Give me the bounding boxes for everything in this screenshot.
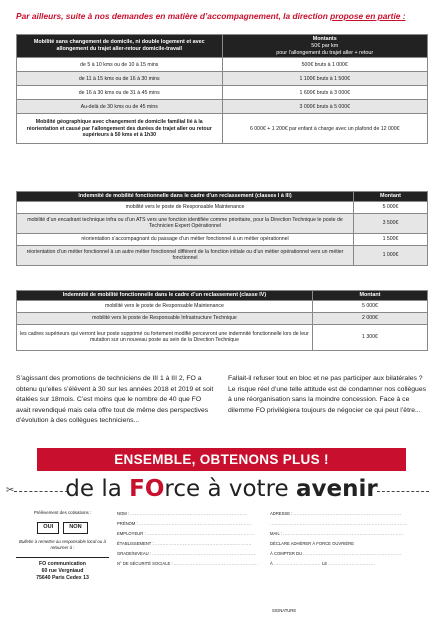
table-row: de 16 à 30 kms ou de 31 à 45 mins 1 600€ bruts à 3 000€ [17,86,428,100]
fo-tagline: de la FOrce à votre avenir [65,476,378,502]
employeur-field[interactable]: EMPLOYEUR : ..................................................................... [117,531,255,536]
table-row: Mobilité géographique avec changement de domicile familial lié à la réorientation et causé par l’allongement des durées de trajet aller ou retour supérieurs à 50 kms et à 1h30 6 000€ + 1 200€ par enfant à charge avec un plafond de 12 000€ [17,114,428,144]
coupon-left-panel [16,510,109,582]
table-row: de 11 à 15 kms ou de 16 à 30 mins 1 100€ bruts à 1 500€ [17,72,428,86]
table-row: de 5 à 10 kms ou de 10 à 15 mins 500€ bruts à 1 000€ [17,58,428,72]
table2-header-right: Montant [354,192,428,202]
intro-heading: Par ailleurs, suite à nos demandes en matière d’accompagnement, la direction propose en partie : [16,11,406,21]
scissors-icon: ✂ [6,485,15,496]
body-text-left: S’agissant des promotions de techniciens de III 1 à III 2, FO a obtenu qu’elles s’élèvent à 30 sur les années 2018 et 2019 et soit étalées sur 18mois. C’est moins que le nombre de 40 que FO avait revendiqué mais cela offre tout de même des perspectives d’évolution à des collègues techniciens... [16,375,214,425]
table-row: réorientation d’un métier fonctionnel à un autre métier fonctionnel différent de la fonction initiale ou d’un métier opérationnel vers un métier fonctionnel 1 000€ [17,245,428,265]
signature-label: SIGNATURE [272,608,297,613]
table3-header-left: Indemnité de mobilité fonctionnelle dans le cadre d’un reclassement (classe IV) [17,291,313,301]
declare-statement: DÉCLARE ADHÉRER À FORCE OUVRIÈRE [270,541,354,546]
mail-field[interactable]: MAIL : ............................................................................. [270,531,404,536]
table-row: Au-delà de 30 kms ou de 45 mins 3 000€ bruts à 5 000€ [17,100,428,114]
table-row: mobilité vers le poste de Responsable Maintenance 5 000€ [17,300,428,312]
payment-label: Prélèvement des cotisations : [33,510,92,515]
adresse-line-2[interactable]: ........................................................................................ [270,521,408,526]
nom-field[interactable]: NOM : ........................................................................... [117,511,248,516]
place-date-field[interactable]: À .............................. LE .............................. [270,561,376,566]
table-row: mobilité vers le poste de Responsable Infrastructure Technique 2 000€ [17,312,428,324]
yes-checkbox[interactable]: OUI [37,522,59,535]
table-row: réorientation s’accompagnant du passage d’un métier fonctionnel à un métier opérationnel 1 500€ [17,233,428,245]
grade-field[interactable]: GRADE/NIVEAU : ................................................................... [117,551,257,556]
table-row: mobilité d’un encadrant technique infra ou d’un ATS vers une fonction identifiée comme prioritaire, pour la Direction Technique le poste de Technicien Expert Opérationnel 3 500€ [17,213,428,233]
secu-field[interactable]: N° DE SÉCURITÉ SOCIALE : ...................................................... [117,561,259,566]
start-date-field[interactable]: À COMPTER DU ............................................................... [270,551,402,556]
functional-mobility-table-1-3 [16,191,428,266]
table1-header-left: Mobilité sans changement de domicile, ni double logement et avec allongement du trajet aller-retour domicile-travail [17,35,223,58]
etablissement-field[interactable]: ÉTABLISSEMENT : .............................................................. [117,541,252,546]
functional-mobility-table-4 [16,290,428,351]
adresse-field[interactable]: ADRESSE : ..................................................................... [270,511,402,516]
slogan-banner: ENSEMBLE, OBTENONS PLUS ! [37,448,406,471]
table-row: mobilité vers le poste de Responsable Maintenance 5 000€ [17,201,428,213]
table1-header-right: Montants 50€ par km pour l’allongement du trajet aller + retour [222,35,428,58]
table-row: les cadres supérieurs qui verront leur poste supprimé ou fortement modifié percevront une indemnité fonctionnelle lors de leur mutation sur un nouveau poste au sein de la Direction Technique 1 300€ [17,324,428,350]
table3-header-right: Montant [312,291,427,301]
body-text-right: Fallait-il refuser tout en bloc et ne pas participer aux bilatérales ? Le risque réel d’une telle attitude est de condamner nos collègues à une réorganisation sans la moindre concession. Face à ce dilemme FO privilégiera toujours de négocier ce qui peut l’être... [228,375,426,414]
no-checkbox[interactable]: NON [63,522,87,535]
commute-allowance-table [16,34,428,144]
prenom-field[interactable]: PRÉNOM : ........................................................................ [117,521,252,526]
return-address: FO communication 60 rue Vergniaud 75640 Paris Cedex 13 [16,557,109,581]
return-note: Bulletin à remettre au responsable local ou à retourner à : [19,539,106,551]
table2-header-left: Indemnité de mobilité fonctionnelle dans le cadre d’un reclassement (classes I à III) [17,192,354,202]
